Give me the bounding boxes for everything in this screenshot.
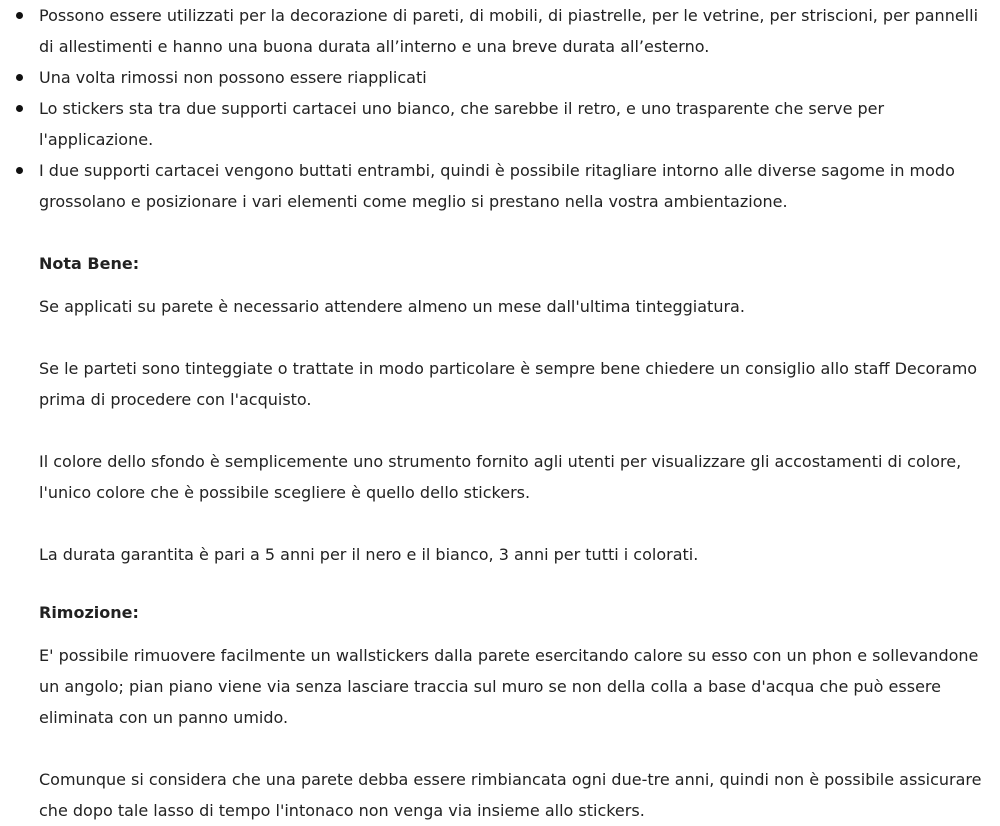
features-list <box>39 0 989 217</box>
paragraph: Se applicati su parete è necessario attendere almeno un mese dall'ultima tinteggiatura. <box>39 297 745 316</box>
nota-bene-heading: Nota Bene: <box>39 254 140 273</box>
list-item: Una volta rimossi non possono essere riapplicati <box>39 62 989 93</box>
paragraph: E' possibile rimuovere facilmente un wallstickers dalla parete esercitando calore su esso con un phon e sollevandone un angolo; pian piano viene via senza lasciare traccia sul muro se non della colla a base d'acqua che può essere eliminata con un panno umido. <box>39 646 979 727</box>
paragraph: La durata garantita è pari a 5 anni per il nero e il bianco, 3 anni per tutti i colorati. <box>39 545 699 564</box>
paragraph: Il colore dello sfondo è semplicemente uno strumento fornito agli utenti per visualizzare gli accostamenti di colore, l'unico colore che è possibile scegliere è quello dello stickers. <box>39 452 962 502</box>
list-item: Lo stickers sta tra due supporti cartacei uno bianco, che sarebbe il retro, e uno trasparente che serve per l'applicazione. <box>39 93 989 155</box>
list-item: I due supporti cartacei vengono buttati entrambi, quindi è possibile ritagliare intorno alle diverse sagome in modo grossolano e posizionare i vari elementi come meglio si prestano nella vostra ambientazione. <box>39 155 989 217</box>
list-item: Possono essere utilizzati per la decorazione di pareti, di mobili, di piastrelle, per le vetrine, per striscioni, per pannelli di allestimenti e hanno una buona durata all’interno e una breve durata all’esterno. <box>39 0 989 62</box>
paragraph: Comunque si considera che una parete debba essere rimbiancata ogni due-tre anni, quindi non è possibile assicurare che dopo tale lasso di tempo l'intonaco non venga via insieme allo stickers. <box>39 770 982 820</box>
rimozione-heading: Rimozione: <box>39 603 139 622</box>
paragraph: Se le parteti sono tinteggiate o trattate in modo particolare è sempre bene chiedere un consiglio allo staff Decoramo prima di procedere con l'acquisto. <box>39 359 978 409</box>
